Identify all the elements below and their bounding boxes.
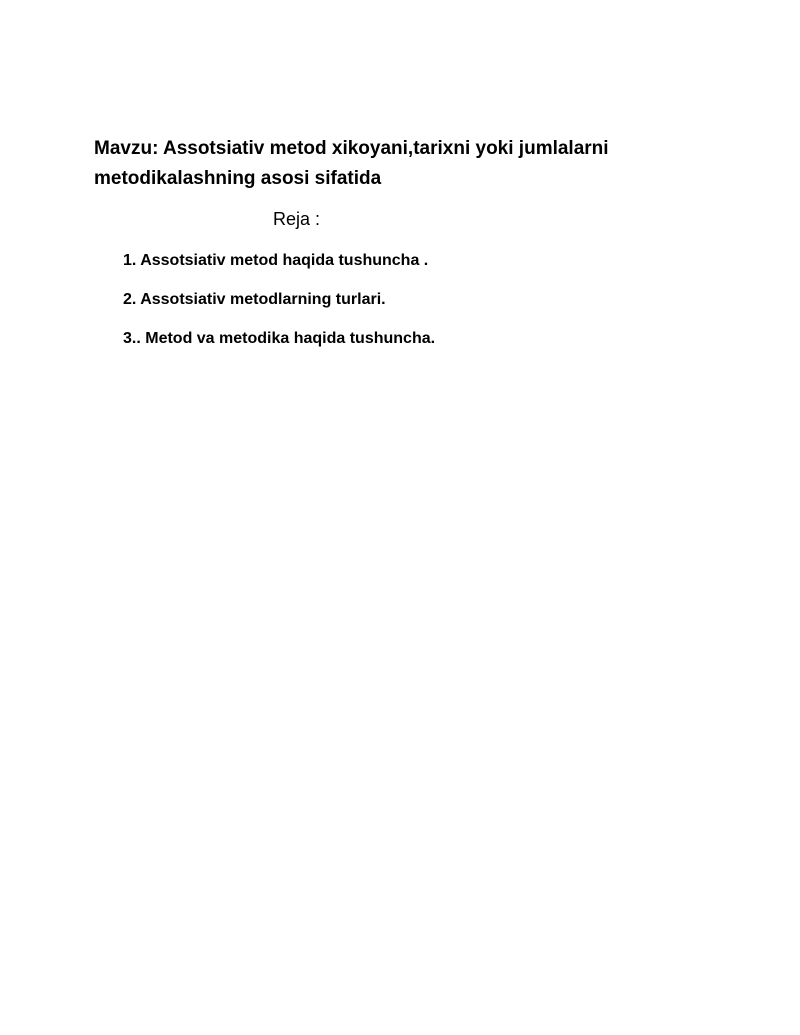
plan-item: 1. Assotsiativ metod haqida tushuncha . bbox=[123, 252, 429, 269]
plan-heading: Reja : bbox=[273, 209, 321, 229]
plan-item: 2. Assotsiativ metodlarning turlari. bbox=[123, 291, 386, 308]
document-title: Mavzu: Assotsiativ metod xikoyani,tarixni yoki jumlalarni metodikalashning asosi sifatida bbox=[94, 138, 609, 189]
plan-list bbox=[123, 249, 435, 366]
plan-item: 3.. Metod va metodika haqida tushuncha. bbox=[123, 330, 436, 347]
